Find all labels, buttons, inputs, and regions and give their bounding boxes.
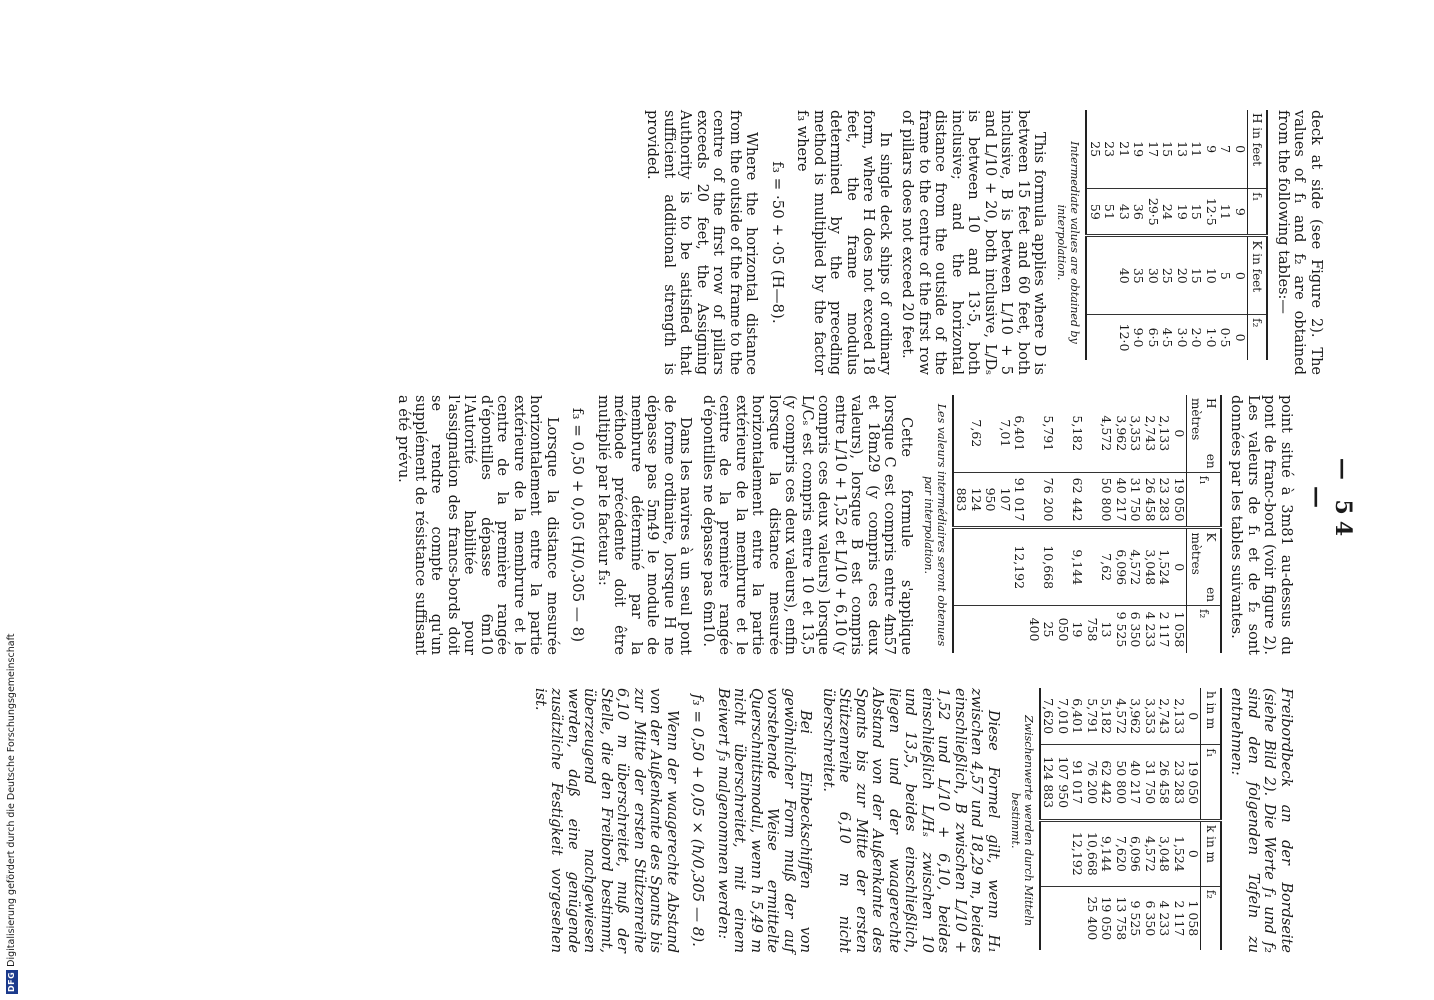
- table-cell: 30: [1146, 236, 1161, 315]
- table-cell: 9: [1233, 189, 1248, 236]
- table-cell: [953, 606, 983, 654]
- table-cell: 3,048: [1157, 821, 1172, 887]
- table-cell: 10,668: [1027, 528, 1056, 606]
- table-row: [1128, 688, 1143, 950]
- table-cell: 11: [1189, 141, 1205, 158]
- table-row: [1157, 395, 1172, 653]
- table-cell: 9: [1204, 145, 1219, 154]
- table-cell: [1102, 315, 1117, 360]
- german-para-1: Diese Formel gilt, wenn H₁ zwischen 4,57 und 18,29 m, beides einschließlich, B zwischen L/10 + 1,52 und L/10 + 6,10, beides einschließlich L/Hₛ zwischen 10 und 13,5, beides einschließlich, liegen und der waagerechte Abstand von der Außenkante des Spants bis zur Mitte der ersten Stützenreihe 6,10 m nicht überschreitet.: [820, 688, 1001, 953]
- table-cell: 7,010: [1056, 698, 1071, 735]
- french-table-note: Les valeurs intermédiaires seront obtenues par interpolation.: [922, 403, 948, 647]
- french-column: [389, 395, 1294, 655]
- table-cell: 17: [1146, 141, 1161, 158]
- table-row: [1172, 688, 1187, 950]
- table-cell: 43: [1117, 189, 1132, 236]
- table-row: [1114, 688, 1129, 950]
- table-cell: 31 750: [1128, 472, 1143, 528]
- table-cell: [1040, 886, 1056, 950]
- table-header: h in m: [1201, 688, 1221, 745]
- table-cell: 10: [1204, 236, 1219, 315]
- table-cell: 0: [1172, 528, 1187, 606]
- table-cell: [1056, 886, 1071, 950]
- dfg-logo: DFG: [7, 971, 16, 992]
- table-cell: 2,743: [1143, 415, 1158, 452]
- table-cell: 15: [1160, 141, 1176, 158]
- table-row: [1143, 688, 1158, 950]
- french-para-3: Lorsque la distance mesurée horizontalement entre la partie extérieure de la membrure et le centre de la première rangée d'épontilles dépasse 6m10 l'Autorité habilitée pour l'assignation des francs-bords doit se rendre compte qu'un supplément de résistance suffisant a été prévu.: [395, 395, 560, 655]
- french-table: [952, 395, 1222, 653]
- table-cell: 4,572: [1114, 698, 1129, 735]
- table-cell: 9,144: [1056, 528, 1085, 606]
- table-header: f₁: [1201, 745, 1221, 821]
- table-cell: 6 350: [1128, 606, 1143, 654]
- table-row: [1204, 110, 1219, 360]
- french-formula: f₃ = 0,50 + 0,05 (H/0,305 — 8): [569, 407, 588, 643]
- table-cell: 62 442: [1056, 472, 1085, 528]
- table-cell: 91 017: [1012, 472, 1027, 528]
- table-cell: 6,401: [1012, 415, 1028, 452]
- table-cell: 3,962: [1114, 415, 1129, 452]
- table-cell: [1070, 886, 1085, 950]
- table-cell: 3,353: [1143, 698, 1158, 735]
- table-row: [1189, 110, 1204, 360]
- german-intro: Freibordbeck an der Bordseite (siehe Bild 2). Die Werte f₁ und f₂ sind den folgenden Tafeln zu entnehmen:: [1228, 688, 1294, 953]
- table-row: [1087, 110, 1103, 360]
- table-cell: 25: [1160, 236, 1175, 315]
- table-cell: 11: [1218, 189, 1233, 236]
- table-header: f₂: [1248, 315, 1268, 360]
- table-row: [1172, 395, 1187, 653]
- table-header: K in feet: [1248, 236, 1268, 315]
- german-para-2: Bei Einbeckschiffen von gewöhnlicher Form muß der auf vorstehende Weise ermittelte Querschnittsmodul, wenn h 5,49 m nicht überschreitet, mit einem Beiwert f₃ malgenommen werden:: [715, 688, 814, 953]
- german-table: [1039, 688, 1222, 950]
- table-cell: 9,144: [1099, 821, 1114, 887]
- table-cell: 7,62: [969, 419, 984, 448]
- table-cell: 3·0: [1175, 315, 1190, 360]
- table-row: [1160, 110, 1175, 360]
- table-cell: 12,192: [1012, 528, 1027, 606]
- table-cell: 19 050: [1186, 745, 1201, 821]
- table-header: K en mètres: [1187, 528, 1222, 606]
- table-cell: 59: [1087, 189, 1103, 236]
- table-cell: 35: [1131, 236, 1146, 315]
- table-cell: 4,572: [1128, 528, 1143, 606]
- table-cell: [983, 606, 1012, 654]
- table-cell: 26 458: [1157, 745, 1172, 821]
- table-cell: 6,096: [1114, 528, 1129, 606]
- table-cell: 1 058: [1186, 886, 1201, 950]
- french-intro: point situé à 3m81 au-dessus du pont de franc-bord (voir figure 2). Les valeurs de f₁ et de f₂ sont données par les tables suivantes.: [1228, 395, 1294, 655]
- french-para-1: Cette formule s'applique lorsque C est compris entre 4m57 et 18m29 (y compris ces deux valeurs), lorsque B est compris entre L/10 + 1,52 et L/10 + 6,10 (y compris ces deux valeurs) lorsque L/Cₛ est compris entre 10 et 13,5 (y compris ces deux valeurs), enfin lorsque la distance mesurée horizontalement entre la partie extérieure de la membrure et le centre de la première rangée d'épontilles ne dépasse pas 6m10.: [700, 395, 914, 655]
- table-row: [983, 395, 1012, 653]
- english-para-3: Where the horizontal distance from the outside of the frame to the centre of the first row of pillars exceeds 20 feet, the Assigning Authority is to be satisfied that sufficient additional strength is provided.: [644, 110, 760, 375]
- table-header: f₁: [1187, 472, 1222, 528]
- table-cell: 13: [1175, 141, 1190, 158]
- table-cell: 2 117: [1172, 886, 1187, 950]
- table-cell: 6,401: [1070, 698, 1086, 735]
- table-cell: 5,791: [1085, 698, 1100, 735]
- table-row: [1143, 395, 1158, 653]
- table-cell: 40 217: [1114, 472, 1129, 528]
- table-cell: 0: [1233, 315, 1248, 360]
- table-cell: 91 017: [1070, 745, 1085, 821]
- table-cell: 15: [1189, 189, 1204, 236]
- table-cell: 20: [1175, 236, 1190, 315]
- table-cell: 4 233: [1157, 886, 1172, 950]
- table-cell: 25 400: [1085, 886, 1100, 950]
- english-intro: deck at side (see Figure 2). The values of f₁ and f₂ are obtained from the following tables:—: [1275, 110, 1324, 375]
- table-cell: 6 350: [1143, 886, 1158, 950]
- table-cell: 5: [1218, 236, 1233, 315]
- table-row: [1175, 110, 1190, 360]
- german-column: [526, 688, 1295, 953]
- table-cell: 4·5: [1160, 315, 1175, 360]
- table-cell: 7,01: [998, 419, 1013, 448]
- english-para-2: In single deck ships of ordinary form, where H does not exceed 18 feet, the frame modulus determined by the preceding method is multiplied by the factor f₃ where: [794, 110, 893, 375]
- table-cell: 1·0: [1204, 315, 1219, 360]
- table-cell: 23: [1102, 141, 1118, 158]
- table-row: [1157, 688, 1172, 950]
- table-cell: 1,524: [1157, 528, 1172, 606]
- table-cell: 4 233: [1143, 606, 1158, 654]
- table-cell: 9 525: [1114, 606, 1129, 654]
- table-cell: 124 883: [953, 472, 983, 528]
- table-cell: 76 200: [1085, 745, 1100, 821]
- table-cell: 36: [1131, 189, 1146, 236]
- table-cell: 26 458: [1143, 472, 1158, 528]
- table-cell: 2,133: [1172, 698, 1187, 735]
- table-cell: 9 525: [1128, 886, 1143, 950]
- table-cell: 7: [1218, 145, 1234, 154]
- german-para-3: Wenn der waagerechte Abstand von der Außenkante des Spants bis zur Mitte der ersten Stützenreihe 6,10 m überschreitet, muß der Stelle, die den Freibord bestimmt, überzeugend nachgewiesen werden, daß eine genügende zusätzliche Festigkeit vorgesehen ist.: [532, 688, 680, 953]
- table-cell: 0·5: [1218, 315, 1233, 360]
- table-cell: 7,620: [1041, 698, 1057, 735]
- table-cell: 25: [1088, 141, 1103, 158]
- table-row: [1085, 395, 1114, 653]
- table-cell: 107 950: [1056, 745, 1071, 821]
- english-table-note: Intermediate values are obtained by interpolation.: [1055, 141, 1082, 344]
- table-cell: 40 217: [1128, 745, 1143, 821]
- table-cell: [1012, 606, 1027, 654]
- table-cell: 0: [1172, 429, 1187, 438]
- german-formula: f₃ = 0,50 + 0,05 × (h/0,305 — 8).: [689, 694, 708, 947]
- table-header: f₂: [1201, 886, 1221, 950]
- table-cell: 13 758: [1114, 886, 1129, 950]
- table-row: [1056, 688, 1071, 950]
- table-row: [1233, 110, 1248, 360]
- table-cell: 124 883: [1040, 745, 1056, 821]
- table-row: [1117, 110, 1132, 360]
- table-cell: 2·0: [1189, 315, 1204, 360]
- table-row: [1102, 110, 1117, 360]
- table-cell: 7,62: [1085, 528, 1114, 606]
- table-cell: 12,192: [1070, 821, 1085, 887]
- table-cell: 40: [1117, 236, 1132, 315]
- table-cell: 4,572: [1143, 821, 1158, 887]
- table-row: [1218, 110, 1233, 360]
- table-body: [953, 395, 1187, 653]
- table-cell: 24: [1160, 189, 1175, 236]
- table-header: f₂: [1187, 606, 1222, 654]
- table-cell: 9·0: [1131, 315, 1146, 360]
- table-cell: 29·5: [1146, 189, 1161, 236]
- table-cell: 5,182: [1099, 698, 1115, 735]
- table-cell: 6,096: [1128, 821, 1143, 887]
- table-cell: 7,620: [1114, 821, 1129, 887]
- table-cell: 50 800: [1114, 745, 1129, 821]
- table-cell: 0: [1233, 236, 1248, 315]
- table-row: [1128, 395, 1143, 653]
- table-cell: 19: [1131, 141, 1147, 158]
- table-cell: 2 117: [1157, 606, 1172, 654]
- table-cell: 0: [1186, 712, 1202, 721]
- table-cell: 3,353: [1128, 415, 1144, 452]
- english-formula: f₃ = ·50 + ·05 (H—8).: [769, 161, 787, 324]
- table-cell: 19: [1175, 189, 1190, 236]
- table-row: [1085, 688, 1100, 950]
- dfg-credit-text: Digitalisierung gefördert durch die Deutsche Forschungsgemeinschaft: [6, 633, 17, 967]
- table-cell: 12·0: [1117, 315, 1132, 360]
- table-cell: 107 950: [983, 472, 1012, 528]
- table-cell: 0: [1186, 821, 1201, 887]
- table-cell: 10,668: [1085, 821, 1100, 887]
- english-para-1: This formula applies where D is between 15 feet and 60 feet, both inclusive, B is between L/10 + 5 and L/10 + 20, both inclusive, L/Dₛ is between 10 and 13·5, both inclusive; and the horizontal distance from the outside of the frame to the centre of the first row of pillars does not exceed 20 feet.: [899, 110, 1048, 375]
- table-row: [953, 395, 983, 653]
- table-cell: 5,791: [1041, 415, 1057, 452]
- table-row: [1114, 395, 1129, 653]
- page-number: — 54 —: [1304, 457, 1356, 543]
- table-cell: 25 400: [1027, 606, 1056, 654]
- table-cell: 19 050: [1172, 472, 1187, 528]
- table-cell: [983, 528, 1012, 606]
- dfg-footer: [6, 606, 18, 994]
- table-cell: 51: [1102, 189, 1117, 236]
- table-cell: 1 058: [1172, 606, 1187, 654]
- english-column: [638, 110, 1324, 375]
- table-cell: 3,962: [1128, 698, 1144, 735]
- table-row: [1186, 688, 1201, 950]
- table-cell: 12·5: [1204, 189, 1219, 236]
- table-header: H en mètres: [1187, 395, 1222, 472]
- table-row: [1012, 395, 1027, 653]
- table-cell: [1087, 236, 1103, 315]
- german-table-note: Zwischenwerte werden durch Mitteln bestimmt.: [1009, 715, 1035, 926]
- table-cell: 76 200: [1027, 472, 1056, 528]
- table-header: k in m: [1201, 821, 1221, 887]
- table-row: [1070, 688, 1085, 950]
- table-cell: [1040, 821, 1056, 887]
- table-cell: [1056, 821, 1071, 887]
- table-cell: [953, 528, 983, 606]
- table-row: [1099, 688, 1114, 950]
- table-cell: 62 442: [1099, 745, 1114, 821]
- table-cell: 4,572: [1099, 415, 1115, 452]
- table-cell: 21: [1117, 141, 1132, 158]
- table-header: H in feet: [1248, 110, 1268, 189]
- table-row: [1146, 110, 1161, 360]
- table-body: [1087, 110, 1248, 360]
- table-body: [1040, 688, 1201, 950]
- table-cell: 2,743: [1157, 698, 1173, 735]
- table-cell: 5,182: [1070, 415, 1086, 452]
- table-row: [1131, 110, 1146, 360]
- table-row: [1056, 395, 1085, 653]
- table-cell: 2,133: [1157, 415, 1173, 452]
- table-cell: 23 283: [1172, 745, 1187, 821]
- table-cell: 13 758: [1085, 606, 1114, 654]
- table-row: [1040, 688, 1056, 950]
- table-cell: 15: [1189, 236, 1204, 315]
- table-cell: 0: [1233, 145, 1248, 154]
- table-cell: 19 050: [1099, 886, 1114, 950]
- table-cell: 6·5: [1146, 315, 1161, 360]
- table-header: f₁: [1248, 189, 1268, 236]
- french-para-2: Dans les navires à un seul pont de forme ordinaire, lorsque H ne dépasse pas 5m49 le module de membrure déterminé par la méthode précédente doit être multiplié par le facteur f₃:: [595, 395, 694, 655]
- table-cell: 3,048: [1143, 528, 1158, 606]
- table-cell: 50 800: [1085, 472, 1114, 528]
- table-cell: [1102, 236, 1117, 315]
- table-cell: [1087, 315, 1103, 360]
- table-cell: 19 050: [1056, 606, 1085, 654]
- table-cell: 31 750: [1143, 745, 1158, 821]
- table-cell: 1,524: [1172, 821, 1187, 887]
- english-table: [1086, 110, 1269, 360]
- table-row: [1027, 395, 1056, 653]
- table-cell: 23 283: [1157, 472, 1172, 528]
